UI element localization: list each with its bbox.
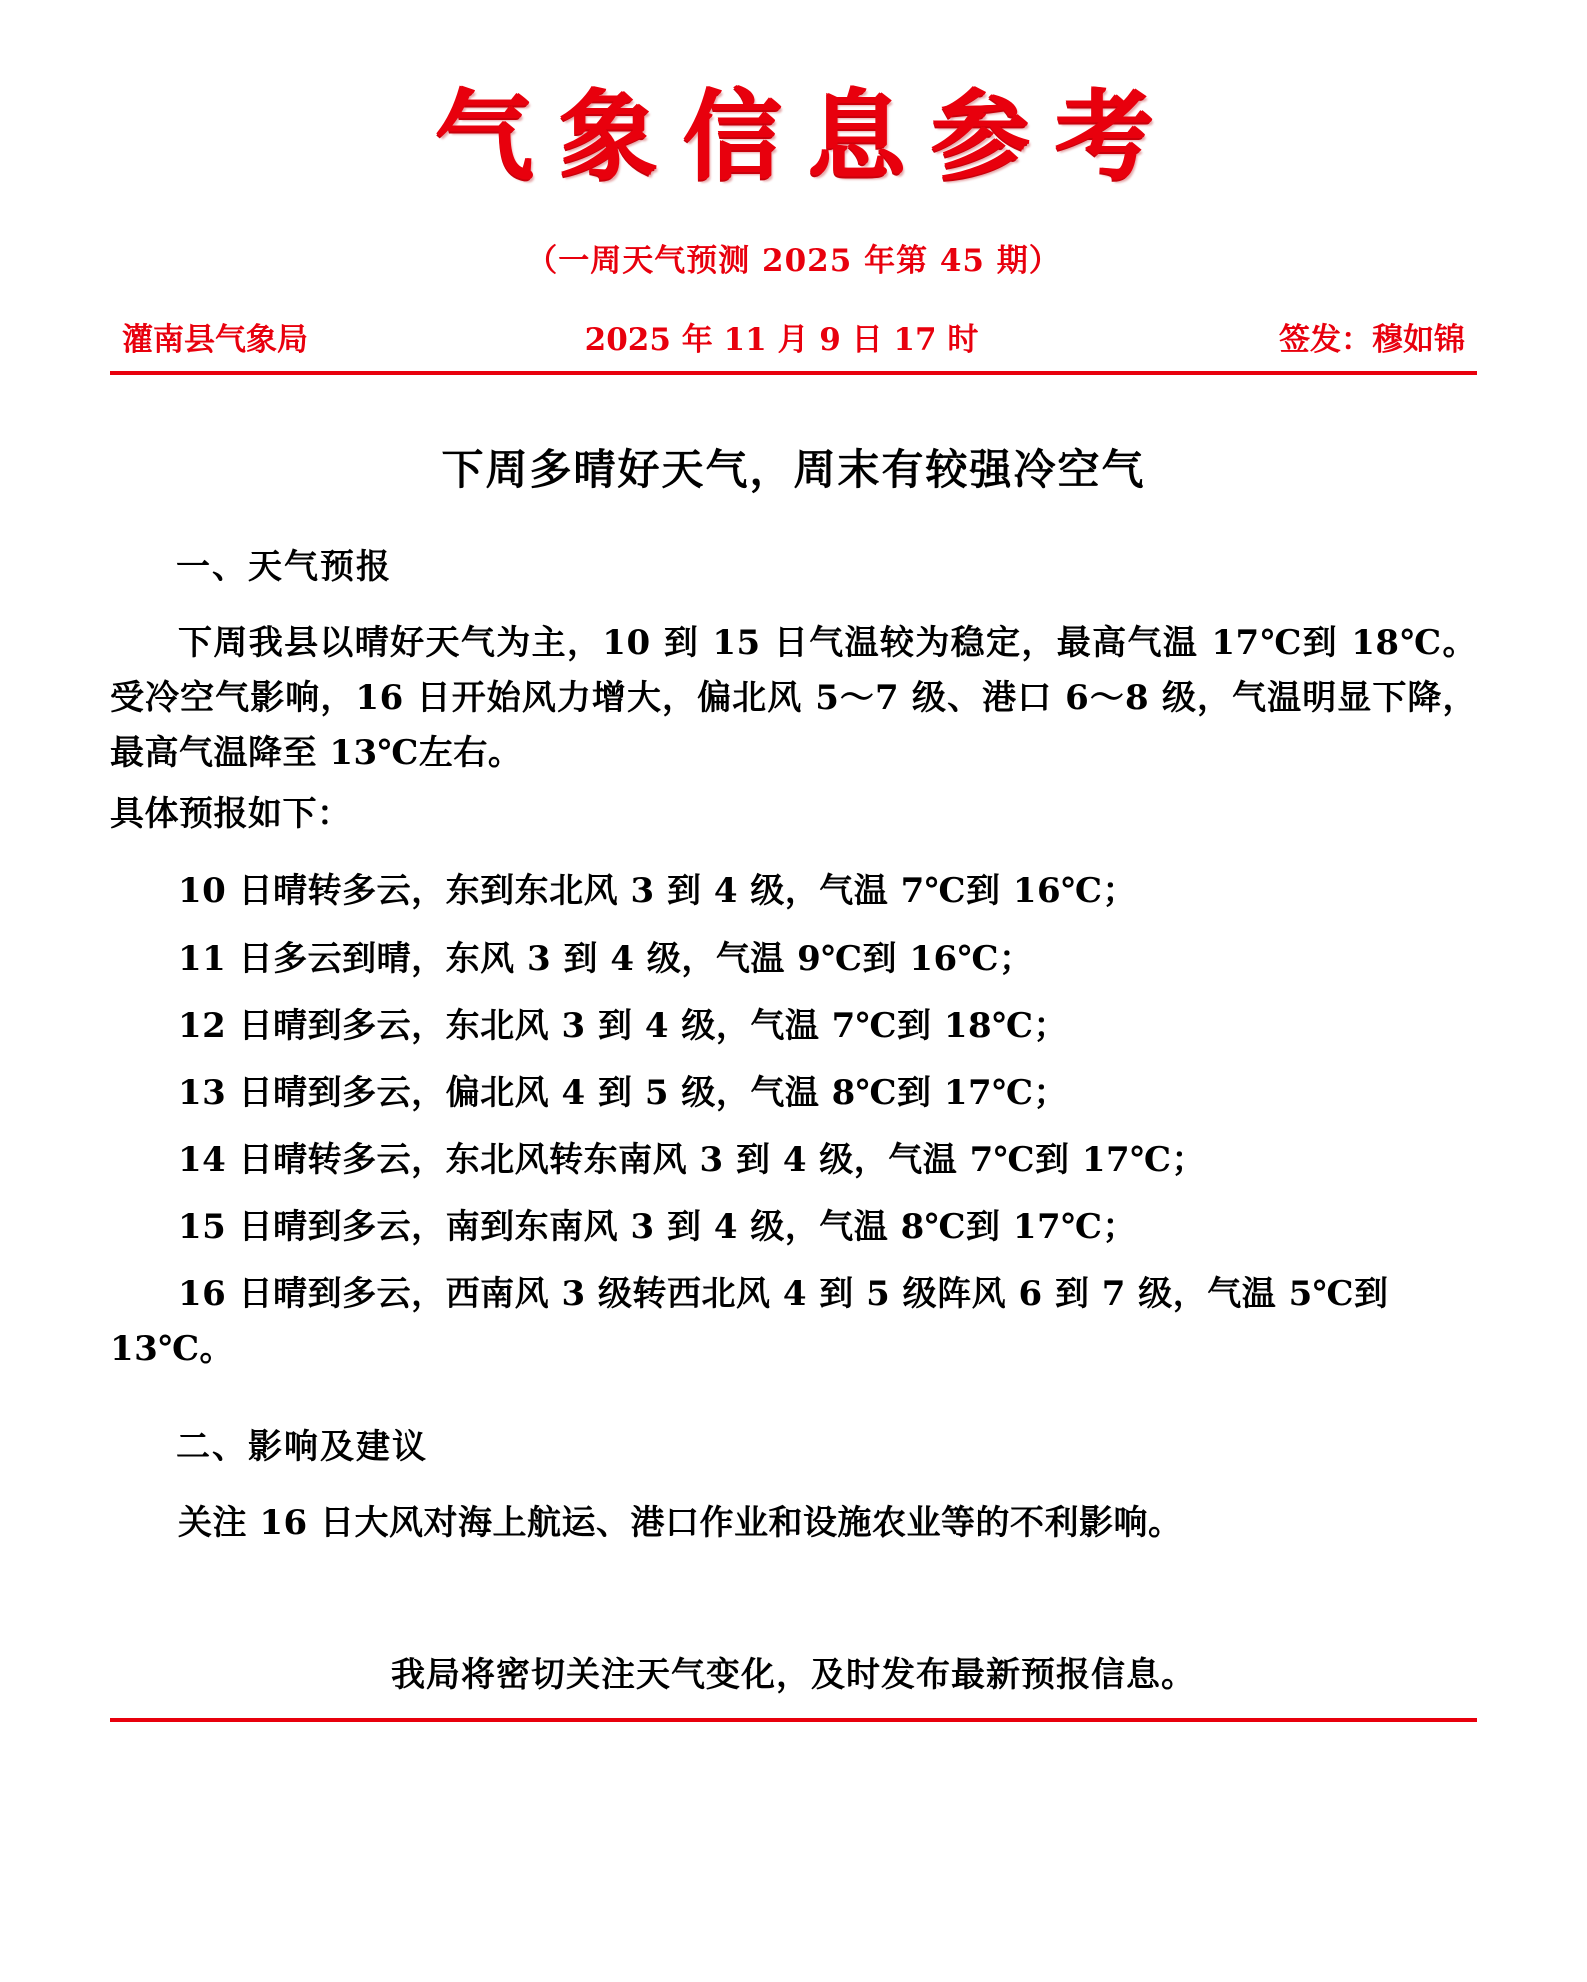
list-item: 11 日多云到晴，东风 3 到 4 级，气温 9℃到 16℃； (178, 938, 1034, 979)
masthead (110, 0, 1477, 375)
header-divider (110, 371, 1477, 375)
forecast-overview-lead: 具体预报如下： (110, 794, 352, 835)
list-item: 16 日晴到多云，西南风 3 级转西北风 4 到 5 级阵风 6 到 7 级，气温 5℃到 13℃。 (110, 1273, 1389, 1369)
issue-datetime: 2025 年 11 月 9 日 17 时 (584, 321, 979, 358)
page-title: 下周多晴好天气，周末有较强冷空气 (441, 444, 1146, 494)
list-item: 13 日晴到多云，偏北风 4 到 5 级，气温 8℃到 17℃； (178, 1072, 1068, 1113)
daily-forecast-list (110, 864, 1477, 1377)
issuing-office: 灌南县气象局 (122, 321, 308, 358)
section-heading-forecast: 一、天气预报 (176, 546, 392, 587)
section-heading-impact: 二、影响及建议 (176, 1427, 428, 1468)
masthead-meta-row (110, 314, 1477, 359)
list-item: 14 日晴转多云，东北风转东南风 3 到 4 级，气温 7℃到 17℃； (178, 1139, 1206, 1180)
closing-statement: 我局将密切关注天气变化，及时发布最新预报信息。 (391, 1655, 1196, 1696)
forecast-overview: 下周我县以晴好天气为主，10 到 15 日气温较为稳定，最高气温 17℃到 18℃。受冷空气影响，16 日开始风力增大，偏北风 5～7 级、港口 6～8 级，气温明显下降，最高气温降至 13℃左右。 (110, 623, 1477, 774)
issue-number: （一周天气预测 2025 年第 45 期） (526, 242, 1061, 279)
masthead-title: 气象信息参考 (434, 79, 1179, 194)
footer-divider (110, 1718, 1477, 1722)
list-item: 15 日晴到多云，南到东南风 3 到 4 级，气温 8℃到 17℃； (178, 1206, 1137, 1247)
impact-paragraph: 关注 16 日大风对海上航运、港口作业和设施农业等的不利影响。 (178, 1503, 1183, 1544)
signer: 签发：穆如锦 (1279, 321, 1465, 358)
list-item: 12 日晴到多云，东北风 3 到 4 级，气温 7℃到 18℃； (178, 1005, 1068, 1046)
list-item: 10 日晴转多云，东到东北风 3 到 4 级，气温 7℃到 16℃； (178, 871, 1137, 912)
